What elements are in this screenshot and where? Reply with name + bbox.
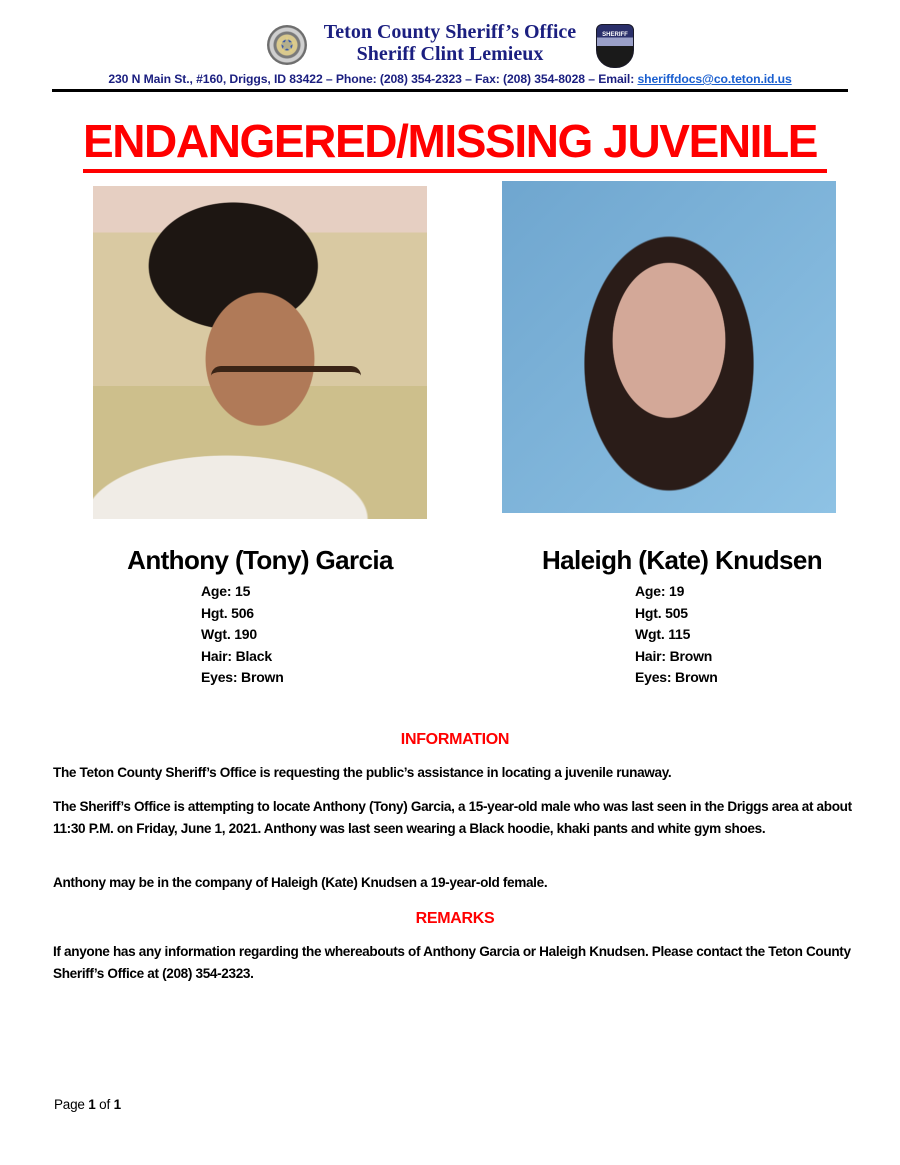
fact-eyes: Eyes: Brown xyxy=(635,669,718,685)
sheriff-name: Sheriff Clint Lemieux xyxy=(356,43,544,65)
fact-eyes: Eyes: Brown xyxy=(201,669,284,685)
fact-height: Hgt. 506 xyxy=(201,604,254,621)
photo-anthony-garcia xyxy=(93,186,427,519)
information-paragraph: The Teton County Sheriff’s Office is requesting the public’s assistance in locating a juvenile runaway. xyxy=(53,765,672,780)
information-paragraph: The Sheriff’s Office is attempting to locate Anthony (Tony) Garcia, a 15-year-old male who was last seen in the Driggs area at about 11:30 P.M. on Friday, June 1, 2021. Anthony was last seen wearing a Black hoodie, khaki pants and white gym shoes. xyxy=(53,799,852,836)
of-label: of xyxy=(99,1097,111,1112)
email-link[interactable]: sheriffdocs@co.teton.id.us xyxy=(637,72,792,86)
information-heading: INFORMATION xyxy=(400,731,510,748)
page-current: 1 xyxy=(88,1097,96,1112)
county-seal-icon: ★ xyxy=(267,25,307,65)
fact-weight: Wgt. 115 xyxy=(635,626,691,642)
fact-height: Hgt. 505 xyxy=(635,604,688,621)
fact-weight: Wgt. 190 xyxy=(201,626,257,642)
person-facts xyxy=(635,581,718,689)
fact-hair: Hair: Brown xyxy=(635,647,713,664)
header-divider xyxy=(52,89,848,92)
fact-age: Age: 15 xyxy=(201,583,251,599)
information-paragraph: Anthony may be in the company of Haleigh (Kate) Knudsen a 19-year-old female. xyxy=(53,875,548,890)
remarks-paragraph: If anyone has any information regarding the whereabouts of Anthony Garcia or Haleigh Knudsen. Please contact the Teton County Sheriff’s Office at (208) 354-2323. xyxy=(53,944,851,981)
office-title: Teton County Sheriff’s Office xyxy=(323,21,577,43)
photo-haleigh-knudsen xyxy=(502,181,836,513)
contact-address-phone-fax: 230 N Main St., #160, Driggs, ID 83422 – Phone: (208) 354-2323 – Fax: (208) 354-8028 – Email: xyxy=(108,72,638,86)
person-name: Anthony (Tony) Garcia xyxy=(127,545,393,575)
page-title: ENDANGERED/MISSING JUVENILE xyxy=(82,115,818,167)
person-facts xyxy=(201,581,284,689)
glasses-detail xyxy=(211,366,361,412)
remarks-heading: REMARKS xyxy=(415,910,495,927)
page-number xyxy=(54,1096,121,1114)
badge-text: SHERIFF xyxy=(602,32,628,38)
person-name: Haleigh (Kate) Knudsen xyxy=(541,545,823,575)
page-label: Page xyxy=(54,1097,85,1112)
fact-age: Age: 19 xyxy=(635,583,685,599)
title-underline xyxy=(83,169,827,173)
fact-hair: Hair: Black xyxy=(201,647,272,664)
sheriff-badge-icon xyxy=(596,24,634,68)
contact-line xyxy=(0,71,900,87)
page-total: 1 xyxy=(113,1097,121,1112)
